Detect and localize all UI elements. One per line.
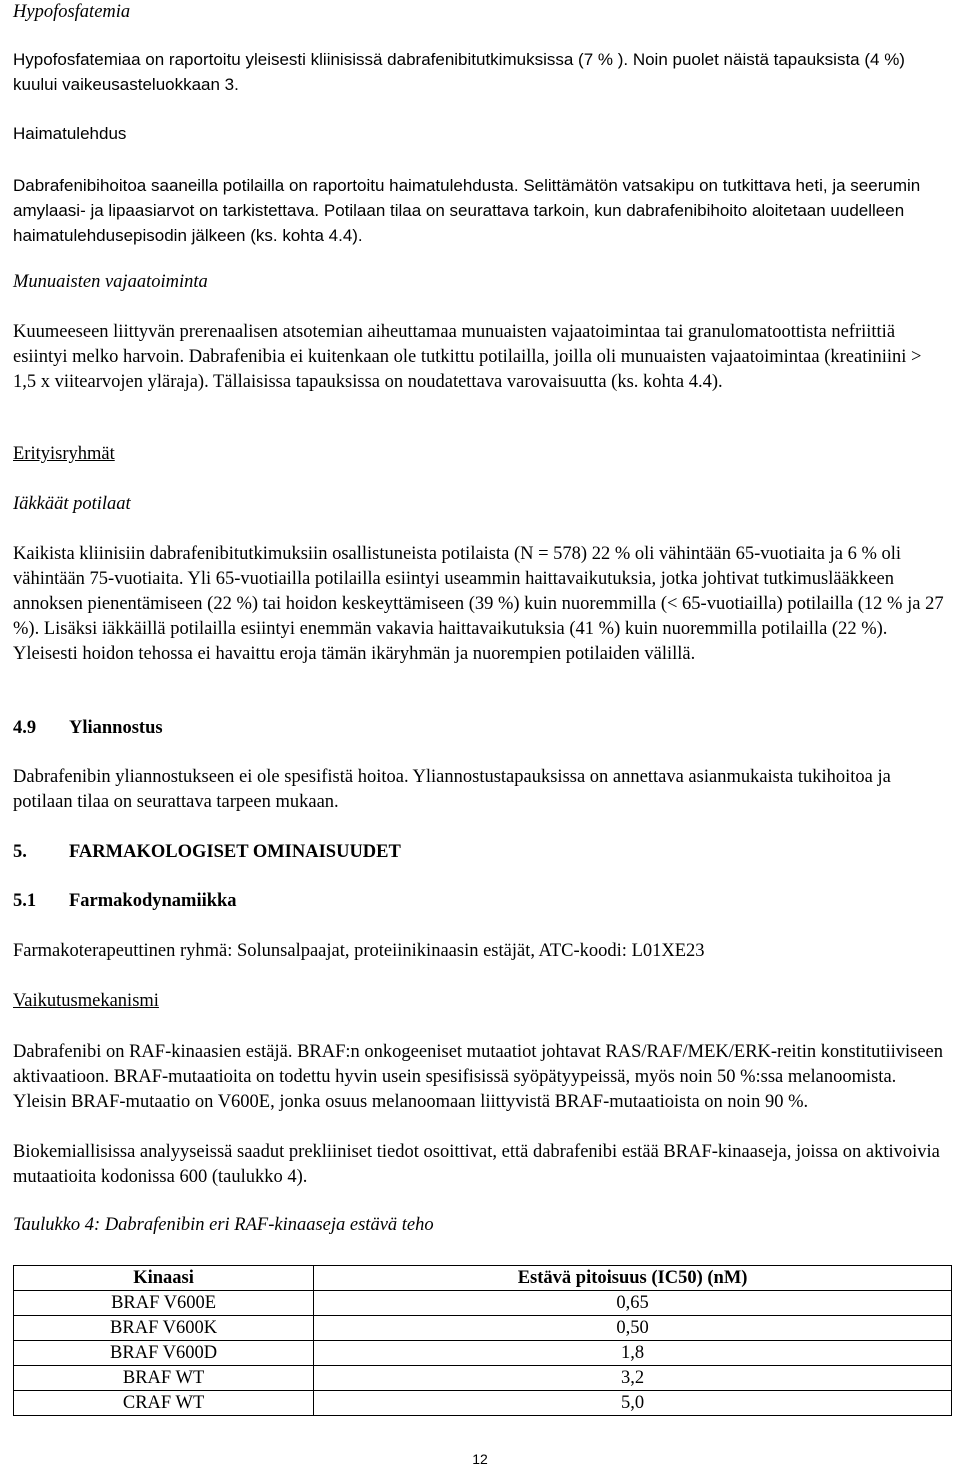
table-cell-kinase: BRAF V600D (14, 1341, 314, 1366)
column-header-ic50: Estävä pitoisuus (IC50) (nM) (314, 1266, 952, 1291)
section-heading-5 (13, 840, 948, 865)
heading-haimatulehdus: Haimatulehdus (13, 124, 127, 143)
paragraph-vaikutusmekanismi-1: Dabrafenibi on RAF-kinaasien estäjä. BRAF:n onkogeeniset mutaatiot johtavat RAS/RAF/MEK/ERK-reitin konstitutiiviseen aktivaatioon. BRAF-mutaatioita on todettu hyvin usein spesifisissä syöpätyypeissä, myös noin 50 %:ssa melanoomista. Yleisin BRAF-mutaatio on V600E, jonka osuus melanoomaan liittyvistä BRAF-mutaatioista on noin 90 %. (13, 1042, 944, 1112)
section-title: Yliannostus (69, 718, 163, 738)
table-cell-kinase: BRAF WT (14, 1366, 314, 1391)
table-row (14, 1316, 952, 1341)
paragraph-hypofosfatemia: Hypofosfatemiaa on raportoitu yleisesti kliinisissä dabrafenibitutkimuksissa (7 % ). Noin puolet näistä tapauksista (4 %) kuului vaikeusasteluokkaan 3. (13, 50, 905, 94)
table-header-row (14, 1266, 952, 1291)
section-title: FARMAKOLOGISET OMINAISUUDET (69, 842, 401, 862)
section-title: Farmakodynamiikka (69, 891, 237, 911)
column-header-kinaasi: Kinaasi (14, 1266, 314, 1291)
section-heading-5-1 (13, 889, 948, 914)
table-caption: Taulukko 4: Dabrafenibin eri RAF-kinaaseja estävä teho (13, 1215, 434, 1235)
heading-hypofosfatemia: Hypofosfatemia (13, 2, 131, 22)
table-row (14, 1291, 952, 1316)
table-cell-ic50: 1,8 (314, 1341, 952, 1366)
paragraph-haimatulehdus: Dabrafenibihoitoa saaneilla potilailla on raportoitu haimatulehdusta. Selittämätön vatsakipu on tutkittava heti, ja seerumin amylaasi- ja lipaasiarvot on tarkistettava. Potilaan tilaa on seurattava tarkoin, kun dabrafenibihoito aloitetaan uudelleen haimatulehdusepisodin jälkeen (ks. kohta 4.4). (13, 176, 921, 245)
kinase-table (13, 1265, 952, 1416)
heading-munuaisten-vajaatoiminta: Munuaisten vajaatoiminta (13, 272, 208, 292)
table-cell-ic50: 0,65 (314, 1291, 952, 1316)
heading-vaikutusmekanismi: Vaikutusmekanismi (13, 991, 159, 1011)
section-number: 5. (13, 842, 27, 862)
table-row (14, 1341, 952, 1366)
table-cell-ic50: 5,0 (314, 1391, 952, 1416)
table-cell-ic50: 3,2 (314, 1366, 952, 1391)
paragraph-munuaisten-vajaatoiminta: Kuumeeseen liittyvän prerenaalisen atsotemian aiheuttamaa munuaisten vajaatoimintaa tai granulomatoottista nefriittiä esiintyi melko harvoin. Dabrafenibia ei kuitenkaan ole tutkittu potilailla, joilla oli munuaisten vajaatoimintaa (kreatiniini > 1,5 x viitearvojen yläraja). Tällaisissa tapauksissa on noudatettava varovaisuutta (ks. kohta 4.4). (13, 322, 922, 392)
table-row (14, 1366, 952, 1391)
heading-erityisryhmat: Erityisryhmät (13, 444, 115, 464)
paragraph-yliannostus: Dabrafenibin yliannostukseen ei ole spesifistä hoitoa. Yliannostustapauksissa on annettava asianmukaista tukihoitoa ja potilaan tilaa on seurattava tarpeen mukaan. (13, 767, 891, 812)
page-number: 12 (472, 1451, 488, 1467)
section-heading-4-9 (13, 716, 948, 741)
table-cell-kinase: BRAF V600E (14, 1291, 314, 1316)
section-number: 4.9 (13, 718, 37, 738)
table-cell-kinase: CRAF WT (14, 1391, 314, 1416)
table-cell-ic50: 0,50 (314, 1316, 952, 1341)
section-number: 5.1 (13, 891, 37, 911)
paragraph-farmakoterapeuttinen-ryhma: Farmakoterapeuttinen ryhmä: Solunsalpaajat, proteiinikinaasin estäjät, ATC-koodi: L01XE23 (13, 941, 705, 961)
heading-iakkaat-potilaat: Iäkkäät potilaat (13, 494, 131, 514)
paragraph-iakkaat-potilaat: Kaikista kliinisiin dabrafenibitutkimuksiin osallistuneista potilaista (N = 578) 22 % oli vähintään 65-vuotiaita ja 6 % oli vähintään 75-vuotiaita. Yli 65-vuotiailla potilailla esiintyi useammin haittavaikutuksia, jotka johtivat tutkimuslääkkeen annoksen pienentämiseen (22 %) tai hoidon keskeyttämiseen (39 %) kuin nuoremmilla (< 65-vuotiailla) potilailla (12 % ja 27 %). Lisäksi iäkkäillä potilailla esiintyi enemmän vakavia haittavaikutuksia (41 %) kuin nuoremmilla potilailla (22 %). Yleisesti hoidon tehossa ei havaittu eroja tämän ikäryhmän ja nuorempien potilaiden välillä. (13, 544, 944, 664)
paragraph-vaikutusmekanismi-2: Biokemiallisissa analyyseissä saadut prekliiniset tiedot osoittivat, että dabrafenibi estää BRAF-kinaaseja, joissa on aktivoivia mutaatioita kodonissa 600 (taulukko 4). (13, 1142, 940, 1187)
table-cell-kinase: BRAF V600K (14, 1316, 314, 1341)
table-row (14, 1391, 952, 1416)
